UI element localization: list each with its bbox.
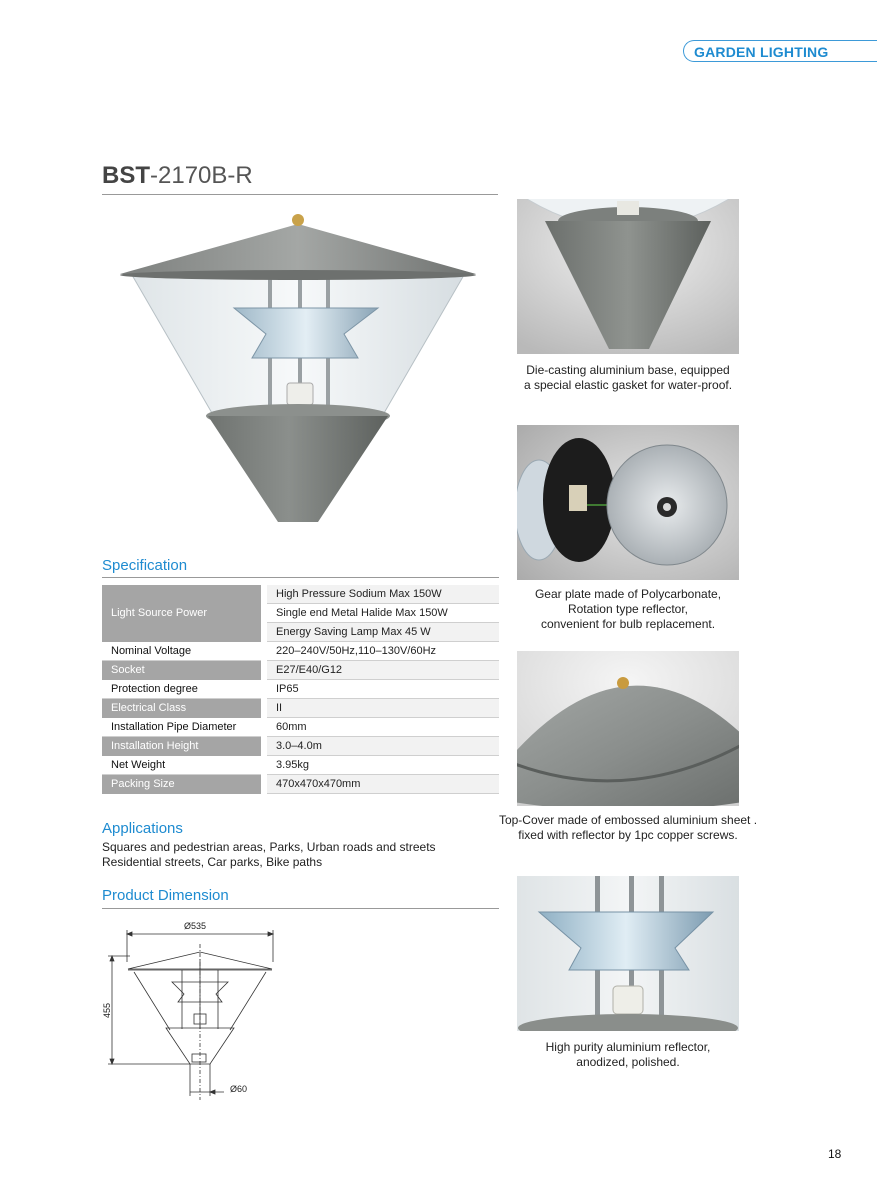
spec-row: [102, 699, 499, 718]
width-dimension: Ø535: [184, 921, 207, 931]
main-product-image: [112, 208, 484, 530]
applications-line: Residential streets, Car parks, Bike paths: [102, 855, 323, 869]
spec-label: Installation Height: [102, 737, 261, 756]
spec-value: 60mm: [267, 718, 499, 737]
spec-row: [102, 642, 499, 661]
detail-caption: anodized, polished.: [576, 1055, 680, 1069]
spec-label: Socket: [102, 661, 261, 680]
spec-row: [102, 756, 499, 775]
spec-row: [102, 680, 499, 699]
detail-caption: fixed with reflector by 1pc copper screws.: [518, 828, 738, 842]
section-title: GARDEN LIGHTING: [694, 44, 829, 60]
dimension-heading: Product Dimension: [102, 887, 229, 904]
model-suffix: -2170B-R: [150, 162, 253, 189]
spec-row: [102, 737, 499, 756]
spec-label: Electrical Class: [102, 699, 261, 718]
applications-line: Squares and pedestrian areas, Parks, Urban roads and streets: [102, 840, 436, 854]
spec-value: 3.0–4.0m: [267, 737, 499, 756]
height-dimension: 455: [102, 1002, 112, 1018]
detail-caption: Gear plate made of Polycarbonate,: [534, 587, 722, 601]
spec-value: 470x470x470mm: [267, 775, 499, 794]
detail-caption: convenient for bulb replacement.: [540, 617, 716, 631]
spec-row: [102, 661, 499, 680]
dimension-divider: [102, 908, 499, 909]
spec-label: Net Weight: [102, 756, 261, 775]
product-model: [102, 162, 253, 190]
model-prefix: BST: [102, 162, 150, 189]
light-source-label: Light Source Power: [102, 585, 261, 642]
spec-value: II: [267, 699, 499, 718]
reflector-detail-image: [517, 876, 739, 1031]
spec-value: IP65: [267, 680, 499, 699]
page-number: 18: [828, 1147, 842, 1161]
spec-label: Protection degree: [102, 680, 261, 699]
specification-divider: [102, 577, 499, 578]
spec-value: E27/E40/G12: [267, 661, 499, 680]
specification-heading: Specification: [102, 557, 188, 574]
top-cover-detail-image: [517, 651, 739, 806]
detail-caption: Die-casting aluminium base, equipped: [526, 363, 730, 377]
specification-table: [102, 585, 499, 794]
light-source-value: High Pressure Sodium Max 150W: [267, 585, 499, 604]
dimension-drawing: [100, 914, 290, 1104]
detail-caption: High purity aluminium reflector,: [545, 1040, 711, 1054]
base-detail-image: [517, 199, 739, 354]
gear-plate-detail-image: [517, 425, 739, 580]
spec-row: [102, 718, 499, 737]
detail-caption: a special elastic gasket for water-proof.: [523, 378, 733, 392]
spec-label: Nominal Voltage: [102, 642, 261, 661]
spec-label: Installation Pipe Diameter: [102, 718, 261, 737]
spec-row: [102, 775, 499, 794]
title-divider: [102, 194, 498, 195]
detail-caption: Top-Cover made of embossed aluminium sheet .: [498, 813, 758, 827]
pipe-dimension: Ø60: [230, 1084, 248, 1094]
light-source-value: Single end Metal Halide Max 150W: [267, 604, 499, 623]
applications-heading: Applications: [102, 820, 183, 837]
spec-label: Packing Size: [102, 775, 261, 794]
light-source-value: Energy Saving Lamp Max 45 W: [267, 623, 499, 642]
detail-caption: Rotation type reflector,: [567, 602, 689, 616]
spec-value: 3.95kg: [267, 756, 499, 775]
spec-value: 220–240V/50Hz,110–130V/60Hz: [267, 642, 499, 661]
